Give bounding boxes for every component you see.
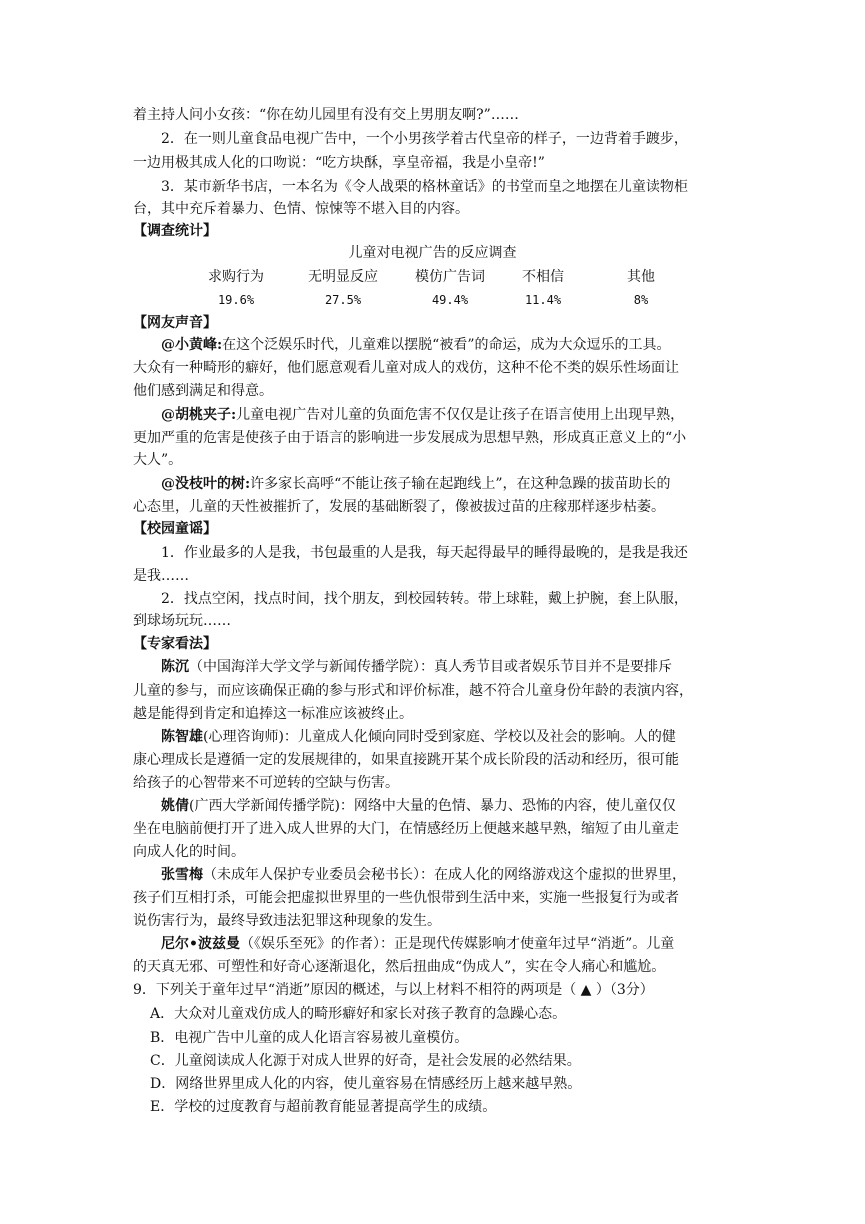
expert-para-4a: 张雪梅（未成年人保护专业委员会秘书长）：在成人化的网络游戏这个虚拟的世界里，	[161, 867, 686, 883]
survey-label: 不相信	[522, 269, 564, 285]
netizen-para-1b: 大众有一种畸形的癖好，他们愿意观看儿童对成人的戏仿，这种不伦不类的娱乐性场面让	[133, 360, 679, 376]
survey-value: 19.6%	[217, 293, 255, 307]
netizen-name: @没枝叶的树:	[161, 476, 251, 492]
option-d: D．网络世界里成人化的内容，使儿童容易在情感经历上越来越早熟。	[150, 1076, 582, 1092]
expert-name: 尼尔•波兹曼	[161, 936, 240, 952]
rhymes-heading: 【校园童谣】	[133, 521, 217, 537]
netizen-para-3a: @没枝叶的树:许多家长高呼“不能让孩子输在起跑线上”，在这种急躁的拔苗助长的	[161, 476, 671, 492]
expert-name: 姚倩	[161, 798, 189, 814]
expert-para-1a: 陈沉（中国海洋大学文学与新闻传播学院）：真人秀节目或者娱乐节目并不是要排斥	[161, 659, 672, 675]
expert-para-2a: 陈智雄(心理咨询师)：儿童成人化倾向同时受到家庭、学校以及社会的影响。人的健	[161, 729, 676, 745]
netizen-name: @小黄峰:	[161, 337, 223, 353]
netizen-name: @胡桃夹子:	[161, 407, 237, 423]
survey-label: 其他	[627, 269, 655, 285]
experts-heading: 【专家看法】	[133, 636, 217, 652]
expert-para-5b: 的天真无邪、可塑性和好奇心逐渐退化，然后扭曲成“伪成人”，实在令人痛心和尴尬。	[133, 959, 666, 975]
expert-para-3c: 向成人化的时间。	[133, 844, 245, 860]
survey-label: 求购行为	[208, 269, 264, 285]
survey-value: 8%	[633, 293, 649, 307]
survey-title: 儿童对电视广告的反应调查	[348, 245, 517, 261]
netizen-para-2b: 更加严重的危害是使孩子由于语言的影响进一步发展成为思想早熟，形成真正意义上的“小	[133, 430, 687, 446]
rhyme-2a: 2．找点空闲，找点时间，找个朋友，到校园转转。带上球鞋，戴上护腕，套上队服，	[161, 591, 688, 607]
survey-value: 11.4%	[524, 293, 562, 307]
expert-para-2b: 康心理成长是遵循一定的发展规律的，如果直接跳开某个成长阶段的活动和经历，很可能	[133, 752, 679, 768]
survey-value: 49.4%	[431, 293, 469, 307]
expert-para-2c: 给孩子的心智带来不可逆转的空缺与伤害。	[133, 775, 399, 791]
survey-label: 模仿广告词	[415, 269, 485, 285]
rhyme-1b: 是我……	[133, 568, 189, 584]
option-b: B．电视广告中儿童的成人化语言容易被儿童模仿。	[150, 1030, 469, 1046]
rhyme-1a: 1．作业最多的人是我，书包最重的人是我，每天起得最早的睡得最晚的，是我是我还	[161, 545, 688, 561]
expert-name: 陈沉	[161, 659, 189, 675]
option-c: C．儿童阅读成人化源于对成人世界的好奇，是社会发展的必然结果。	[150, 1053, 581, 1069]
expert-name: 张雪梅	[161, 867, 203, 883]
intro-item-3b: 台，其中充斥着暴力、色情、惊悚等不堪入目的内容。	[133, 201, 469, 217]
netizen-para-3b: 心态里，儿童的天性被摧折了，发展的基础断裂了，像被拔过苗的庄稼那样逐步枯萎。	[133, 499, 665, 515]
expert-para-4b: 孩子们互相打杀，可能会把虚拟世界里的一些仇恨带到生活中来，实施一些报复行为或者	[133, 890, 679, 906]
survey-label: 无明显反应	[308, 269, 378, 285]
netizen-para-2c: 大人”。	[133, 452, 183, 468]
intro-item-2b: 一边用极其成人化的口吻说：“吃方块酥，享皇帝福，我是小皇帝!”	[133, 155, 545, 171]
netizen-para-2a: @胡桃夹子:儿童电视广告对儿童的负面危害不仅仅是让孩子在语言使用上出现早熟，	[161, 407, 685, 423]
option-e: E．学校的过度教育与超前教育能显著提高学生的成绩。	[150, 1099, 497, 1115]
expert-para-3b: 坐在电脑前便打开了进入成人世界的大门，在情感经历上便越来越早熟，缩短了由儿童走	[133, 821, 679, 837]
expert-para-5a: 尼尔•波兹曼（《娱乐至死》的作者）：正是现代传媒影响才使童年过早“消逝”。儿童	[161, 936, 675, 952]
rhyme-2b: 到球场玩玩……	[133, 613, 231, 629]
option-a: A．大众对儿童戏仿成人的畸形癖好和家长对孩子教育的急躁心态。	[150, 1006, 567, 1022]
netizens-heading: 【网友声音】	[133, 315, 217, 331]
expert-para-3a: 姚倩(广西大学新闻传播学院)：网络中大量的色情、暴力、恐怖的内容，使儿童仅仅	[161, 798, 676, 814]
expert-para-1b: 儿童的参与，而应该确保正确的参与形式和评价标准，越不符合儿童身份年龄的表演内容，	[133, 683, 693, 699]
netizen-para-1c: 他们感到满足和得意。	[133, 383, 273, 399]
question-stem: 9．下列关于童年过早“消逝”原因的概述，与以上材料不相符的两项是（ ▲ ）（3分）	[133, 982, 654, 998]
expert-para-4c: 说伤害行为，最终导致违法犯罪这种现象的发生。	[133, 913, 441, 929]
intro-item-2a: 2．在一则儿童食品电视广告中，一个小男孩学着古代皇帝的样子，一边背着手踱步，	[161, 131, 688, 147]
netizen-para-1a: @小黄峰:在这个泛娱乐时代，儿童难以摆脱“被看”的命运，成为大众逗乐的工具。	[161, 337, 671, 353]
survey-heading: 【调查统计】	[133, 223, 217, 239]
intro-item-3a: 3．某市新华书店，一本名为《令人战栗的格林童话》的书堂而皇之地摆在儿童读物柜	[161, 179, 688, 195]
survey-value: 27.5%	[324, 293, 362, 307]
intro-line-1: 着主持人问小女孩：“你在幼儿园里有没有交上男朋友啊?”……	[133, 107, 519, 123]
expert-para-1c: 越是能得到肯定和追捧这一标准应该被终止。	[133, 706, 413, 722]
expert-name: 陈智雄	[161, 729, 203, 745]
